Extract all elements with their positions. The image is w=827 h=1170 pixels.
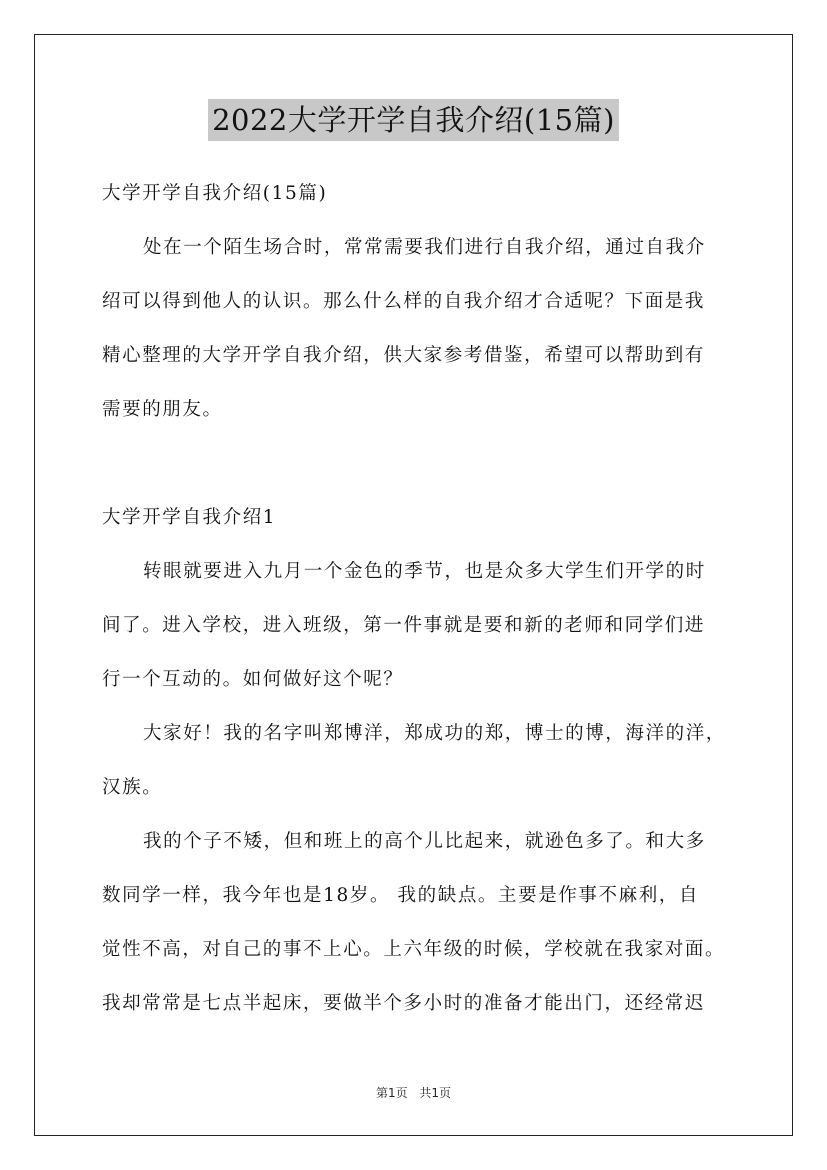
title-container: [0, 99, 827, 141]
paragraph-line: 需要的朋友。: [102, 399, 223, 420]
paragraph-line: 我却常常是七点半起床，要做半个多小时的准备才能出门，还经常迟: [102, 993, 706, 1014]
document-body: [102, 176, 732, 1040]
paragraph-line: 转眼就要进入九月一个金色的季节，也是众多大学生们开学的时: [143, 561, 706, 582]
subtitle: 大学开学自我介绍(15篇): [102, 183, 328, 204]
paragraph-line: 绍可以得到他人的认识。那么什么样的自我介绍才合适呢？下面是我: [102, 291, 706, 312]
section-heading: 大学开学自我介绍1: [102, 507, 277, 528]
paragraph-line: 间了。进入学校，进入班级，第一件事就是要和新的老师和同学们进: [102, 615, 706, 636]
spacer: [102, 446, 732, 500]
page-number: 第1页: [375, 1086, 408, 1100]
paragraph-line: 行一个互动的。如何做好这个呢？: [102, 669, 404, 690]
paragraph-line: 觉性不高，对自己的事不上心。上六年级的时候，学校就在我家对面。: [102, 939, 726, 960]
paragraph-line: 数同学一样，我今年也是18岁。 我的缺点。主要是作事不麻利，自: [102, 885, 700, 906]
paragraph-line: 精心整理的大学开学自我介绍，供大家参考借鉴，希望可以帮助到有: [102, 345, 706, 366]
paragraph-line: 我的个子不矮，但和班上的高个儿比起来，就逊色多了。和大多: [143, 831, 706, 852]
paragraph-line: 处在一个陌生场合时，常常需要我们进行自我介绍，通过自我介: [143, 237, 706, 258]
paragraph-line: 汉族。: [102, 777, 163, 798]
page-footer: [0, 1084, 827, 1101]
paragraph-line: 大家好！我的名字叫郑博洋，郑成功的郑，博士的博，海洋的洋，: [143, 723, 726, 744]
page-total: 共1页: [419, 1086, 452, 1100]
document-title: 2022大学开学自我介绍(15篇): [208, 99, 619, 141]
